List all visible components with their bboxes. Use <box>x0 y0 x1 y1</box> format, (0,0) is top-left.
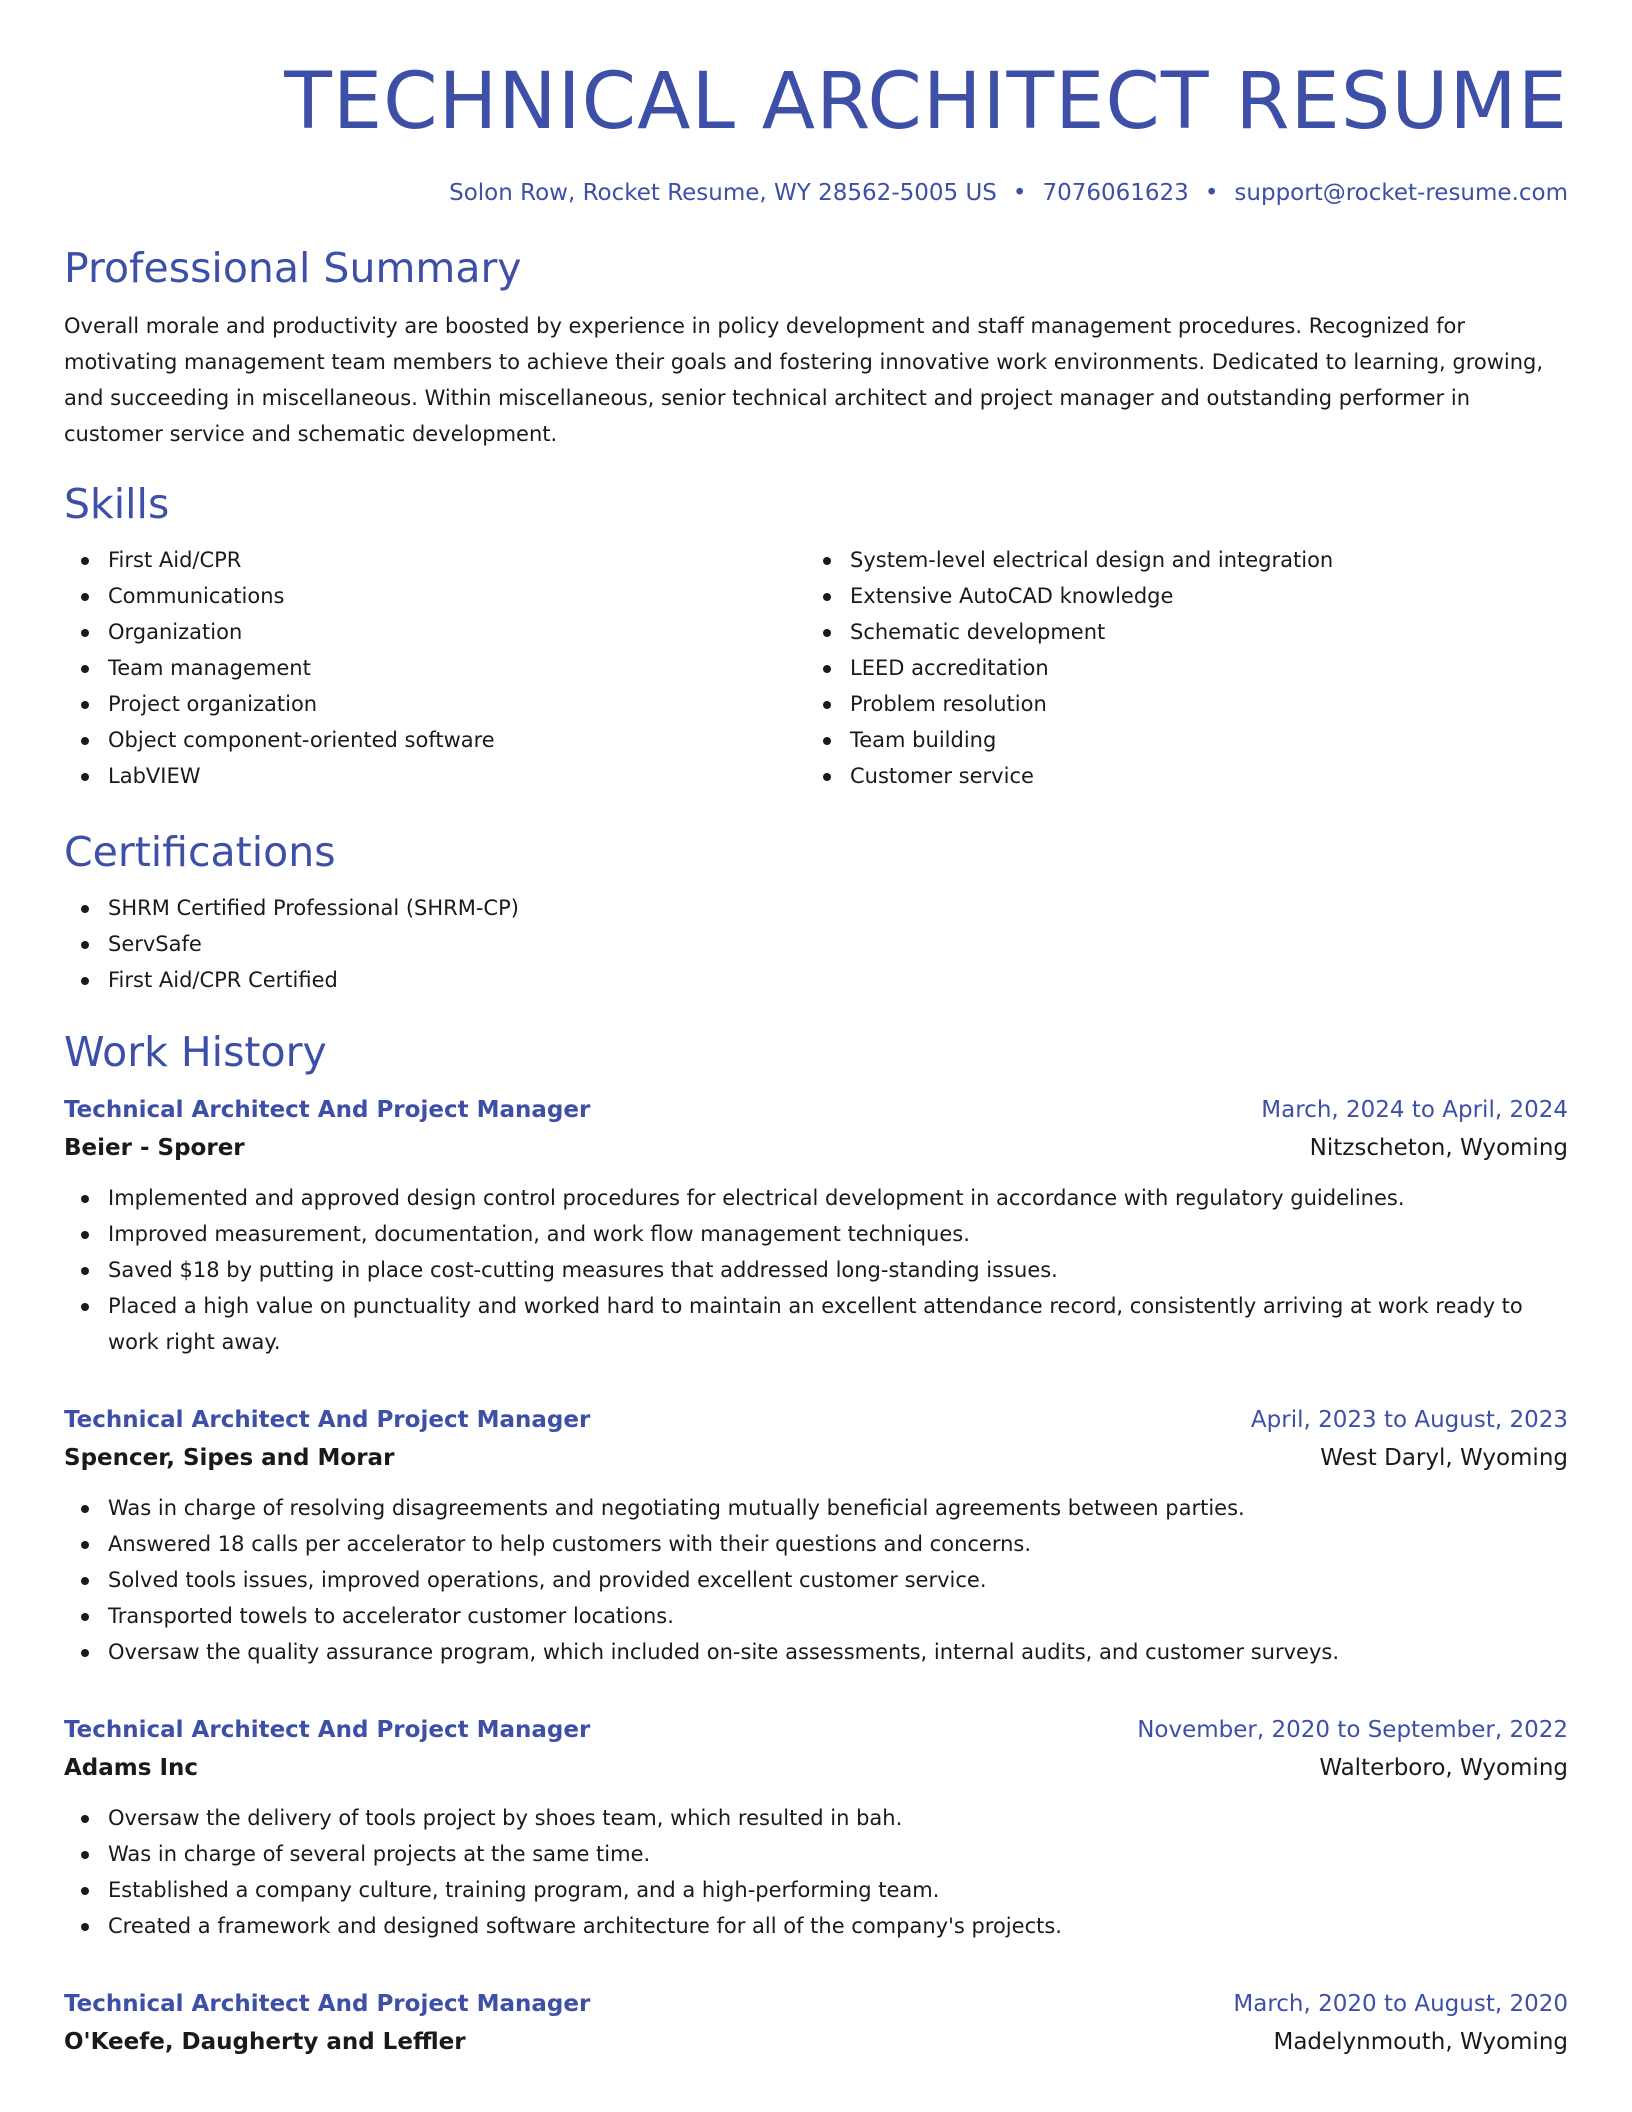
contact-address: Solon Row, Rocket Resume, WY 28562-5005 US <box>449 180 997 206</box>
contact-separator: • <box>1204 180 1219 206</box>
job-entry <box>64 1092 1568 1360</box>
skill-item: Object component-oriented software <box>64 722 806 758</box>
section-title-work-history: Work History <box>64 1028 327 1076</box>
job-bullet: Created a framework and designed software architecture for all of the company's projects. <box>64 1908 1568 1944</box>
summary-text: Overall morale and productivity are boosted by experience in policy development and staff management procedures. Recognized for motivating management team members to achieve their goals and fostering innovative work environments. Dedicated to learning, growing, and succeeding in miscellaneous. Within miscellaneous, senior technical architect and project manager and outstanding performer in customer service and schematic development. <box>64 314 1544 446</box>
summary-section <box>64 242 1568 452</box>
job-bullet: Was in charge of several projects at the same time. <box>64 1836 1568 1872</box>
skills-section <box>64 478 1568 794</box>
job-company: O'Keefe, Daugherty and Leffler <box>64 2029 466 2055</box>
job-title: Technical Architect And Project Manager <box>64 1717 591 1743</box>
job-bullet: Improved measurement, documentation, and work flow management techniques. <box>64 1216 1568 1252</box>
job-bullet: Oversaw the delivery of tools project by shoes team, which resulted in bah. <box>64 1800 1568 1836</box>
job-header-row <box>64 1092 1568 1128</box>
job-bullet: Transported towels to accelerator customer locations. <box>64 1598 1568 1634</box>
certification-item: ServSafe <box>64 926 1568 962</box>
job-header-row <box>64 1986 1568 2022</box>
job-location: Nitzscheton, Wyoming <box>1309 1135 1568 1161</box>
contact-email[interactable]: support@rocket-resume.com <box>1234 180 1568 206</box>
job-bullet: Saved $18 by putting in place cost-cutting measures that addressed long-standing issues. <box>64 1252 1568 1288</box>
job-bullet: Established a company culture, training program, and a high-performing team. <box>64 1872 1568 1908</box>
job-header-row <box>64 1712 1568 1748</box>
skill-item: System-level electrical design and integration <box>806 542 1548 578</box>
contact-separator: • <box>1012 180 1027 206</box>
job-company-row <box>64 1438 1568 1478</box>
job-entry <box>64 1402 1568 1670</box>
job-bullet: Placed a high value on punctuality and worked hard to maintain an excellent attendance record, consistently arriving at work ready to work right away. <box>64 1288 1568 1360</box>
job-header-row <box>64 1402 1568 1438</box>
section-title-summary: Professional Summary <box>64 244 522 292</box>
job-company-row <box>64 2022 1568 2062</box>
job-company: Beier - Sporer <box>64 1135 245 1161</box>
skill-item: LabVIEW <box>64 758 806 794</box>
section-title-certifications: Certifications <box>64 828 336 876</box>
job-location: Madelynmouth, Wyoming <box>1273 2029 1568 2055</box>
contact-phone: 7076061623 <box>1042 180 1189 206</box>
job-bullet: Was in charge of resolving disagreements and negotiating mutually beneficial agreements between parties. <box>64 1490 1568 1526</box>
job-title: Technical Architect And Project Manager <box>64 1407 591 1433</box>
skills-columns <box>64 542 1568 794</box>
job-bullets <box>64 1180 1568 1360</box>
job-company-row <box>64 1128 1568 1168</box>
job-entry <box>64 1712 1568 1944</box>
section-title-skills: Skills <box>64 480 170 528</box>
skill-item: Team management <box>64 650 806 686</box>
job-location: Walterboro, Wyoming <box>1319 1755 1568 1781</box>
skill-item: Extensive AutoCAD knowledge <box>806 578 1548 614</box>
skill-item: Problem resolution <box>806 686 1548 722</box>
job-company-row <box>64 1748 1568 1788</box>
certification-item: First Aid/CPR Certified <box>64 962 1568 998</box>
skill-item: Schematic development <box>806 614 1548 650</box>
resume-header <box>64 52 1568 210</box>
job-dates: March, 2024 to April, 2024 <box>1261 1097 1568 1123</box>
job-title: Technical Architect And Project Manager <box>64 1991 591 2017</box>
job-bullets <box>64 1800 1568 1944</box>
resume-title: TECHNICAL ARCHITECT RESUME <box>284 57 1568 147</box>
certifications-section <box>64 826 1568 998</box>
contact-line <box>64 176 1568 210</box>
skill-item: First Aid/CPR <box>64 542 806 578</box>
job-company: Spencer, Sipes and Morar <box>64 1445 395 1471</box>
job-entry <box>64 1986 1568 2062</box>
job-dates: March, 2020 to August, 2020 <box>1233 1991 1568 2017</box>
job-bullet: Oversaw the quality assurance program, which included on-site assessments, internal audits, and customer surveys. <box>64 1634 1568 1670</box>
job-bullet: Answered 18 calls per accelerator to help customers with their questions and concerns. <box>64 1526 1568 1562</box>
job-location: West Daryl, Wyoming <box>1320 1445 1568 1471</box>
skills-list-left <box>64 542 806 794</box>
skills-list-right <box>806 542 1548 794</box>
skill-item: Customer service <box>806 758 1548 794</box>
skill-item: LEED accreditation <box>806 650 1548 686</box>
skill-item: Communications <box>64 578 806 614</box>
skill-item: Project organization <box>64 686 806 722</box>
certification-item: SHRM Certified Professional (SHRM-CP) <box>64 890 1568 926</box>
job-dates: April, 2023 to August, 2023 <box>1250 1407 1568 1433</box>
job-bullets <box>64 1490 1568 1670</box>
job-dates: November, 2020 to September, 2022 <box>1137 1717 1568 1743</box>
skill-item: Team building <box>806 722 1548 758</box>
job-bullet: Solved tools issues, improved operations, and provided excellent customer service. <box>64 1562 1568 1598</box>
certifications-list <box>64 890 1568 998</box>
skill-item: Organization <box>64 614 806 650</box>
job-title: Technical Architect And Project Manager <box>64 1097 591 1123</box>
work-history-section <box>64 1026 1568 2062</box>
job-company: Adams Inc <box>64 1755 199 1781</box>
job-bullet: Implemented and approved design control procedures for electrical development in accordance with regulatory guidelines. <box>64 1180 1568 1216</box>
